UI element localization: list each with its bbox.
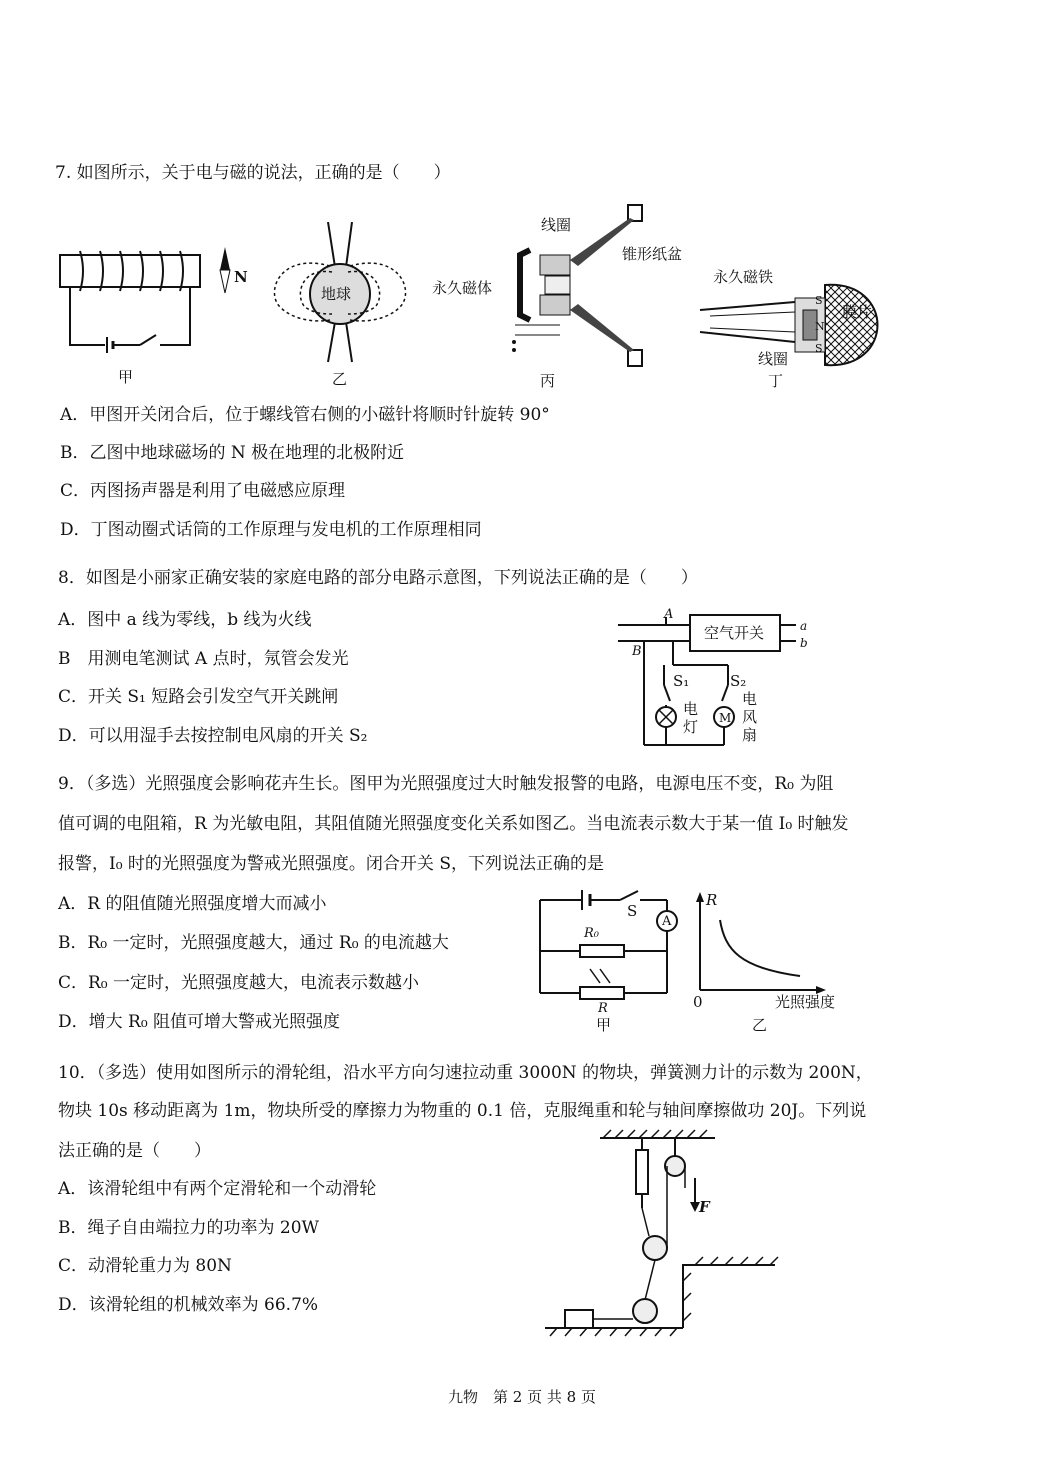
- q7-label-s-top: S: [815, 294, 823, 307]
- q9-graph-origin: 0: [693, 993, 703, 1011]
- q10-option-b: B．绳子自由端拉力的功率为 20W: [58, 1218, 320, 1238]
- q8-label-line-b: b: [800, 636, 808, 650]
- q9-graph-yaxis-label: R: [706, 891, 718, 909]
- q9-label-r: R: [598, 1001, 608, 1016]
- q8-label-a-point: A: [664, 607, 674, 622]
- q8-label-s1: S₁: [673, 672, 690, 690]
- q8-label-lamp-2: 灯: [683, 718, 699, 736]
- q7-option-a: A．甲图开关闭合后，位于螺线管右侧的小磁针将顺时针旋转 90°: [60, 405, 550, 425]
- q9-label-r0: R₀: [584, 926, 599, 941]
- q10-stem-line-1: 10．（多选）使用如图所示的滑轮组，沿水平方向匀速拉动重 3000N 的物块，弹簧测力计的示数为 200N，: [58, 1063, 873, 1083]
- page-footer: 九物 第 2 页 共 8 页: [448, 1388, 596, 1406]
- q7-option-d: D．丁图动圈式话筒的工作原理与发电机的工作原理相同: [60, 520, 482, 540]
- q8-option-d: D．可以用湿手去按控制电风扇的开关 S₂: [58, 726, 368, 746]
- q9-stem-line-3: 报警，I₀ 时的光照强度为警戒光照强度。闭合开关 S，下列说法正确的是: [58, 854, 604, 874]
- q8-label-lamp-1: 电: [683, 700, 699, 718]
- q7-label-membrane: 膜片: [842, 303, 873, 321]
- q8-label-fan-3: 扇: [742, 726, 758, 744]
- q7-label-jia: 甲: [118, 368, 134, 386]
- q7-label-yi: 乙: [332, 370, 348, 388]
- q7-label-permanent-magnet-body: 永久磁体: [432, 279, 493, 297]
- q9-option-c: C．R₀ 一定时，光照强度越大，电流表示数越小: [58, 973, 420, 993]
- q10-stem-line-3: 法正确的是（ ）: [58, 1141, 211, 1161]
- q10-option-a: A．该滑轮组中有两个定滑轮和一个动滑轮: [58, 1179, 377, 1199]
- q8-stem: 8．如图是小丽家正确安装的家庭电路的部分电路示意图，下列说法正确的是（ ）: [58, 568, 698, 588]
- q10-pulley-figure: [545, 1128, 785, 1338]
- q8-option-b: B 用测电笔测试 A 点时，氖管会发光: [58, 649, 349, 669]
- q10-option-d: D．该滑轮组的机械效率为 66.7%: [58, 1295, 319, 1315]
- q9-stem-line-1: 9．（多选）光照强度会影响花卉生长。图甲为光照强度过大时触发报警的电路，电源电压不变，R₀ 为阻: [58, 774, 834, 794]
- q7-figure-ding: [695, 280, 895, 372]
- q7-figure-jia: [50, 225, 250, 360]
- q8-label-b-point: B: [632, 644, 642, 659]
- q7-stem: 7. 如图所示，关于电与磁的说法，正确的是（ ）: [55, 163, 451, 183]
- q9-graph-xaxis-label: 光照强度: [775, 993, 836, 1011]
- q7-label-bing: 丙: [540, 372, 556, 390]
- q8-label-fan-1: 电: [742, 690, 758, 708]
- q7-label-n: N: [815, 320, 825, 333]
- q8-label-air-switch: 空气开关: [704, 624, 765, 642]
- q9-label-switch-s: S: [627, 902, 638, 920]
- q9-option-d: D．增大 R₀ 阻值可增大警戒光照强度: [58, 1012, 341, 1032]
- q7-label-n: N: [234, 268, 248, 286]
- q8-option-a: A．图中 a 线为零线，b 线为火线: [58, 610, 312, 630]
- q8-label-s2: S₂: [730, 672, 747, 690]
- q7-option-c: C．丙图扬声器是利用了电磁感应原理: [60, 481, 346, 501]
- resistance-curve: [720, 920, 800, 976]
- q7-label-ding: 丁: [768, 372, 784, 390]
- q9-label-yi: 乙: [752, 1016, 768, 1034]
- q8-option-c: C．开关 S₁ 短路会引发空气开关跳闸: [58, 687, 339, 707]
- compass-needle-icon: [220, 247, 230, 293]
- q7-label-coil2: 线圈: [758, 350, 789, 368]
- q7-label-permanent-magnet-iron: 永久磁铁: [713, 268, 774, 286]
- q9-circuit-jia: [530, 885, 685, 1000]
- q9-label-ammeter: A: [662, 914, 672, 929]
- q7-label-cone: 锥形纸盆: [622, 245, 683, 263]
- q8-label-motor: M: [719, 711, 732, 725]
- q7-figure-bing: [500, 200, 650, 372]
- q7-label-earth: 地球: [321, 285, 352, 303]
- q10-label-force-f: F: [699, 1198, 710, 1216]
- q8-label-line-a: a: [800, 619, 808, 633]
- q10-stem-line-2: 物块 10s 移动距离为 1m，物块所受的摩擦力为物重的 0.1 倍，克服绳重和轮与轴间摩擦做功 20J。下列说: [58, 1101, 867, 1121]
- q9-option-b: B．R₀ 一定时，光照强度越大，通过 R₀ 的电流越大: [58, 933, 449, 953]
- q9-label-jia: 甲: [596, 1016, 612, 1034]
- q8-label-fan-2: 风: [742, 708, 758, 726]
- q10-option-c: C．动滑轮重力为 80N: [58, 1256, 232, 1276]
- q9-option-a: A．R 的阻值随光照强度增大而减小: [58, 894, 327, 914]
- q9-stem-line-2: 值可调的电阻箱，R 为光敏电阻，其阻值随光照强度变化关系如图乙。当电流表示数大于某一值 I₀ 时触发: [58, 814, 849, 834]
- q7-option-b: B．乙图中地球磁场的 N 极在地理的北极附近: [60, 443, 405, 463]
- q7-label-s-bottom: S: [815, 342, 823, 355]
- q7-label-coil: 线圈: [541, 216, 572, 234]
